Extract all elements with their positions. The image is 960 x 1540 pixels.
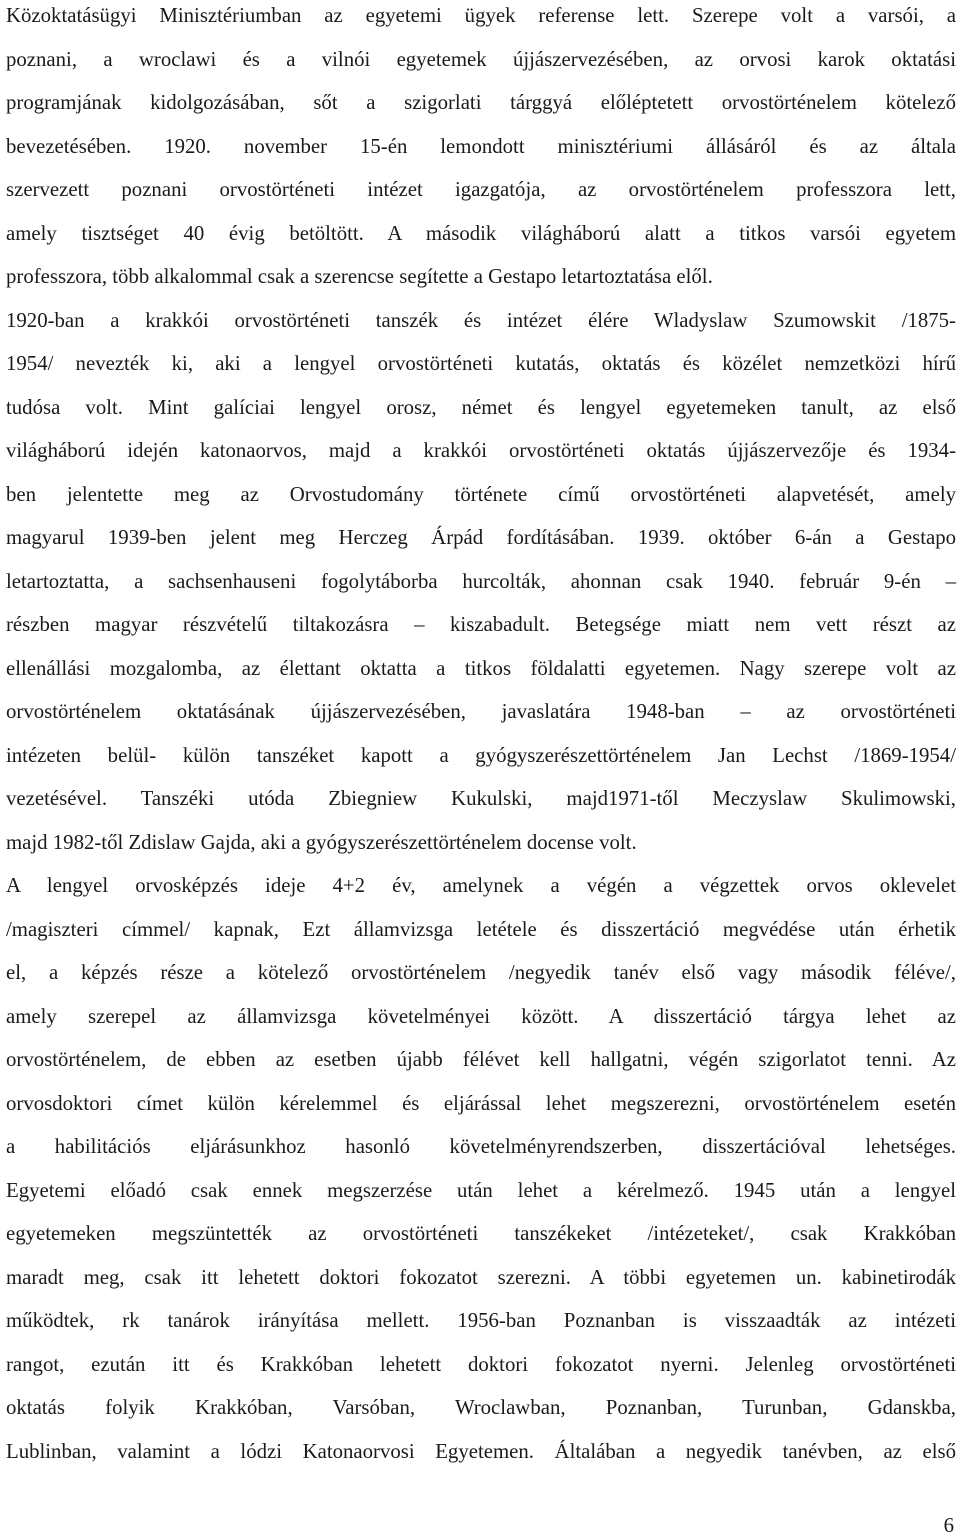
text-line: amely szerepel az államvizsga követelményei között. A disszertáció tárgya lehet az (6, 1005, 956, 1028)
text-line: ben jelentette meg az Orvostudomány története című orvostörténeti alapvetését, amely (6, 483, 956, 506)
text-line: oktatás folyik Krakkóban, Varsóban, Wroclawban, Poznanban, Turunban, Gdanskba, (6, 1396, 956, 1419)
text-line: a habilitációs eljárásunkhoz hasonló követelményrendszerben, disszertációval lehetséges. (6, 1135, 956, 1158)
text-line: Lublinban, valamint a lódzi Katonaorvosi Egyetemen. Általában a negyedik tanévben, az első (6, 1440, 956, 1463)
text-line: működtek, rk tanárok irányítása mellett. 1956-ban Poznanban is visszaadták az intézeti (6, 1309, 956, 1332)
text-line: intézeten belül- külön tanszéket kapott a gyógyszerészettörténelem Jan Lechst /1869-1954/ (6, 744, 956, 767)
text-line: bevezetésében. 1920. november 15-én lemondott minisztériumi állásáról és az általa (6, 135, 956, 158)
text-line: poznani, a wroclawi és a vilnói egyetemek újjászervezésében, az orvosi karok oktatási (6, 48, 956, 71)
text-line: orvosdoktori címet külön kérelemmel és eljárással lehet megszerezni, orvostörténelem esetén (6, 1092, 956, 1115)
text-line: egyetemeken megszüntették az orvostörténeti tanszékeket /intézeteket/, csak Krakkóban (6, 1222, 956, 1245)
text-line: 1920-ban a krakkói orvostörténeti tanszék és intézet élére Wladyslaw Szumowskit /1875- (6, 309, 956, 332)
text-line: orvostörténelem, de ebben az esetben újabb félévet kell hallgatni, végén szigorlatot tenni. Az (6, 1048, 956, 1071)
text-line: vezetésével. Tanszéki utóda Zbiegniew Kukulski, majd1971-től Meczyslaw Skulimowski, (6, 787, 956, 810)
text-line: magyarul 1939-ben jelent meg Herczeg Árpád fordításában. 1939. október 6-án a Gestapo (6, 526, 956, 549)
text-line: majd 1982-től Zdislaw Gajda, aki a gyógyszerészettörténelem docense volt. (6, 831, 637, 854)
text-line: ellenállási mozgalomba, az élettant oktatta a titkos földalatti egyetemen. Nagy szerepe volt az (6, 657, 956, 680)
text-line: Egyetemi előadó csak ennek megszerzése után lehet a kérelmező. 1945 után a lengyel (6, 1179, 956, 1202)
text-line: világháború idején katonaorvos, majd a krakkói orvostörténeti oktatás újjászervezője és 1934- (6, 439, 956, 462)
text-line: professzora, több alkalommal csak a szerencse segítette a Gestapo letartoztatása elől. (6, 265, 713, 288)
text-line: A lengyel orvosképzés ideje 4+2 év, amelynek a végén a végzettek orvos oklevelet (6, 874, 956, 897)
text-line: Közoktatásügyi Minisztériumban az egyetemi ügyek referense lett. Szerepe volt a varsói, a (6, 4, 956, 27)
text-line: letartoztatta, a sachsenhauseni fogolytáborba hurcolták, ahonnan csak 1940. február 9-én – (6, 570, 956, 593)
page-number: 6 (943, 1514, 954, 1537)
text-line: tudósa volt. Mint galíciai lengyel orosz, német és lengyel egyetemeken tanult, az első (6, 396, 956, 419)
text-line: /magiszteri címmel/ kapnak, Ezt államvizsga letétele és disszertáció megvédése után érhetik (6, 918, 956, 941)
text-line: programjának kidolgozásában, sőt a szigorlati tárggyá előléptetett orvostörténelem kötelező (6, 91, 956, 114)
text-line: amely tisztséget 40 évig betöltött. A második világháború alatt a titkos varsói egyetem (6, 222, 956, 245)
text-line: orvostörténelem oktatásának újjászervezésében, javaslatára 1948-ban – az orvostörténeti (6, 700, 956, 723)
text-line: szervezett poznani orvostörténeti intézet igazgatója, az orvostörténelem professzora lett, (6, 178, 956, 201)
text-line: maradt meg, csak itt lehetett doktori fokozatot szerezni. A többi egyetemen un. kabinetirodák (6, 1266, 956, 1289)
text-line: el, a képzés része a kötelező orvostörténelem /negyedik tanév első vagy második féléve/, (6, 961, 956, 984)
text-line: 1954/ nevezték ki, aki a lengyel orvostörténeti kutatás, oktatás és közélet nemzetközi hírű (6, 352, 956, 375)
text-line: rangot, ezután itt és Krakkóban lehetett doktori fokozatot nyerni. Jelenleg orvostörténeti (6, 1353, 956, 1376)
text-line: részben magyar részvételű tiltakozásra – kiszabadult. Betegsége miatt nem vett részt az (6, 613, 956, 636)
